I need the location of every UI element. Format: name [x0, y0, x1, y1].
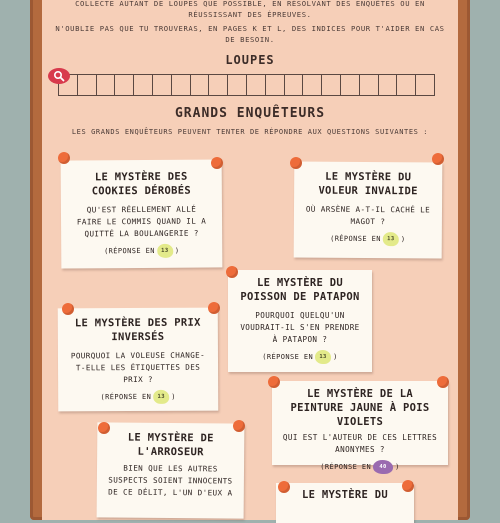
loupe-box [190, 74, 210, 96]
card-title: LE MYSTÈRE DU POISSON DE PATAPON [240, 277, 360, 303]
loupes-tracker [48, 63, 452, 97]
answer-suffix: ) [395, 463, 400, 471]
card-answer [236, 350, 364, 364]
mystery-card-cookies [61, 159, 223, 268]
answer-suffix: ) [333, 353, 338, 361]
card-answer [68, 390, 208, 405]
loupe-box [171, 74, 191, 96]
loupe-box [265, 74, 285, 96]
card-title: LE MYSTÈRE DU VOLEUR INVALIDE [318, 170, 418, 198]
intro-text-1: COLLECTE AUTANT DE LOUPES QUE POSSIBLE, EN RÉSOLVANT DES ENQUÊTES OU EN RÉUSSISSANT DES ÉPREUVES. [75, 0, 425, 19]
pin-icon [268, 376, 280, 388]
card-title: LE MYSTÈRE DES PRIX INVERSÉS [74, 316, 201, 344]
loupe-box [302, 74, 322, 96]
answer-suffix: ) [171, 392, 176, 401]
mystery-card-partial [276, 483, 414, 523]
loupe-box [96, 74, 116, 96]
loupe-box [133, 74, 153, 96]
loupe-box [415, 74, 435, 96]
answer-prefix: (RÉPONSE EN [262, 353, 314, 361]
answer-page-blob [157, 244, 173, 258]
loupe-box [340, 74, 360, 96]
answer-page: 13 [161, 247, 169, 254]
answer-suffix: ) [174, 246, 180, 255]
answer-prefix: (RÉPONSE EN [100, 392, 152, 402]
loupe-box [359, 74, 379, 96]
answer-page-blob [153, 390, 169, 404]
pin-icon [437, 376, 449, 388]
loupe-box [246, 74, 266, 96]
loupe-box [114, 74, 134, 96]
pin-icon [290, 157, 302, 169]
answer-prefix: (RÉPONSE EN [330, 234, 381, 244]
answer-page-blob [383, 232, 399, 246]
loupe-box [208, 74, 228, 96]
mystery-card-peinture [272, 381, 448, 471]
card-title: LE MYSTÈRE DE L'ARROSEUR [127, 431, 214, 459]
pin-icon [278, 481, 290, 493]
pin-icon [226, 266, 238, 278]
card-question: POURQUOI QUELQU'UN VOUDRAIT-IL S'EN PRENDRE À PATAPON ? [240, 311, 360, 344]
pin-icon [98, 422, 110, 434]
card-question: QUI EST L'AUTEUR DE CES LETTRES ANONYMES ? [282, 433, 438, 454]
loupe-box [378, 74, 398, 96]
card-title: LE MYSTÈRE DU [301, 489, 389, 501]
intro-text-2: N'OUBLIE PAS QUE TU TROUVERAS, EN PAGES K ET L, DES INDICES POUR T'AIDER EN CAS DE BESOIN. [55, 24, 445, 44]
mystery-card-prix [58, 308, 219, 412]
mystery-card-voleur [294, 161, 443, 258]
card-question: BIEN QUE LES AUTRES SUSPECTS SOIENT INNOCENTS DE CE DÉLIT, L'UN D'EUX A [108, 463, 233, 498]
card-answer [278, 460, 442, 474]
answer-page: 13 [157, 393, 165, 400]
card-title: LE MYSTÈRE DE LA PEINTURE JAUNE À POIS VIOLETS [290, 388, 430, 428]
magnifier-icon [53, 70, 65, 82]
loupes-title: LOUPES [225, 53, 275, 67]
card-question: POURQUOI LA VOLEUSE CHANGE-T-ELLE LES ÉTIQUETTES DES PRIX ? [70, 350, 206, 385]
card-answer [75, 244, 208, 259]
mystery-card-arroseur [97, 422, 245, 518]
loupe-box [284, 74, 304, 96]
answer-suffix: ) [400, 235, 406, 244]
pin-icon [432, 153, 444, 165]
grands-enqueteurs-title: GRANDS ENQUÊTEURS [174, 106, 326, 121]
grands-enqueteurs-subtitle: LES GRANDS ENQUÊTEURS PEUVENT TENTER DE RÉPONDRE AUX QUESTIONS SUIVANTES : [71, 128, 429, 136]
loupe-box [77, 74, 97, 96]
answer-page: 40 [379, 464, 387, 470]
answer-page: 13 [319, 354, 327, 360]
loupes-boxes [58, 74, 434, 96]
magnifier-badge [48, 68, 70, 84]
answer-page-blob [373, 460, 393, 474]
pin-icon [402, 480, 414, 492]
card-answer [302, 232, 434, 247]
loupe-box [152, 74, 172, 96]
card-title: LE MYSTÈRE DES COOKIES DÉROBÉS [91, 170, 192, 198]
pin-icon [58, 152, 70, 164]
answer-page-blob [315, 350, 331, 364]
answer-prefix: (RÉPONSE EN [104, 246, 155, 256]
loupe-box [321, 74, 341, 96]
card-question: QU'EST RÉELLEMENT ALLÉ FAIRE LE COMMIS QUAND IL A QUITTÉ LA BOULANGERIE ? [76, 204, 207, 239]
mystery-card-poisson [228, 270, 372, 372]
answer-page: 13 [387, 236, 395, 243]
loupe-box [227, 74, 247, 96]
pin-icon [208, 302, 220, 314]
pin-icon [233, 420, 245, 432]
answer-prefix: (RÉPONSE EN [320, 463, 372, 471]
pin-icon [62, 303, 74, 315]
loupe-box [396, 74, 416, 96]
card-question: OÙ ARSÈNE A-T-IL CACHÉ LE MAGOT ? [305, 204, 431, 227]
pin-icon [211, 157, 223, 169]
